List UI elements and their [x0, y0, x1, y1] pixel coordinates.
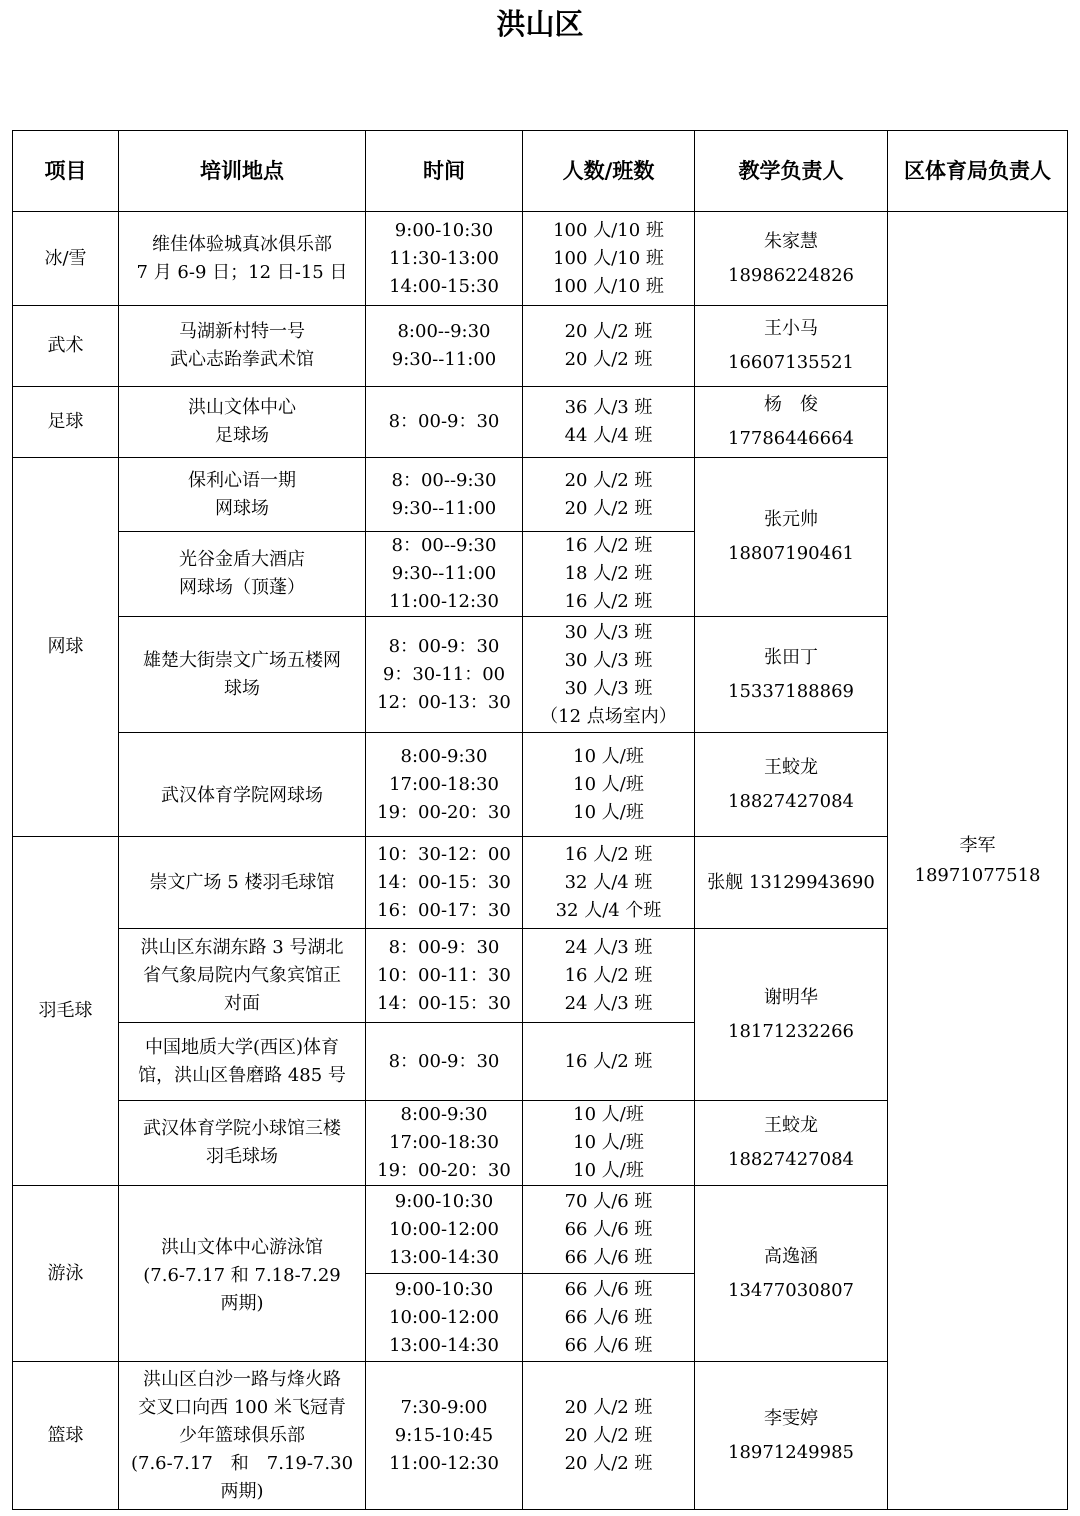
count-cell: 10 人/班 10 人/班 10 人/班 — [523, 1101, 695, 1186]
category-cell: 羽毛球 — [13, 837, 119, 1186]
count-cell: 20 人/2 班 20 人/2 班 20 人/2 班 — [523, 1362, 695, 1510]
header-location: 培训地点 — [119, 131, 366, 212]
header-time: 时间 — [366, 131, 523, 212]
time-cell: 8:00--9:30 9:30--11:00 — [366, 306, 523, 387]
time-cell: 8：00-9：30 — [366, 387, 523, 458]
category-cell: 篮球 — [13, 1362, 119, 1510]
location-cell: 光谷金盾大酒店 网球场（顶蓬） — [119, 532, 366, 617]
time-cell: 9:00-10:30 10:00-12:00 13:00-14:30 — [366, 1186, 523, 1274]
header-district-contact: 区体育局负责人 — [888, 131, 1068, 212]
count-cell: 16 人/2 班 32 人/4 班 32 人/4 个班 — [523, 837, 695, 929]
page-title: 洪山区 — [496, 7, 584, 41]
count-cell: 70 人/6 班 66 人/6 班 66 人/6 班 — [523, 1186, 695, 1274]
location-cell: 武汉体育学院网球场 — [119, 733, 366, 837]
count-cell: 66 人/6 班 66 人/6 班 66 人/6 班 — [523, 1274, 695, 1362]
time-cell: 9:00-10:30 10:00-12:00 13:00-14:30 — [366, 1274, 523, 1362]
time-cell: 8：00-9：30 9：30-11：00 12：00-13：30 — [366, 617, 523, 733]
training-schedule-table — [12, 130, 1068, 1510]
coach-cell: 朱家慧 18986224826 — [695, 212, 888, 306]
category-cell: 冰/雪 — [13, 212, 119, 306]
location-cell: 雄楚大街崇文广场五楼网 球场 — [119, 617, 366, 733]
header-coach: 教学负责人 — [695, 131, 888, 212]
coach-cell: 高逸涵 13477030807 — [695, 1186, 888, 1362]
time-cell: 8:00-9:30 17:00-18:30 19：00-20：30 — [366, 733, 523, 837]
time-cell: 10：30-12：00 14：00-15：30 16：00-17：30 — [366, 837, 523, 929]
time-cell: 8：00-9：30 10：00-11：30 14：00-15：30 — [366, 929, 523, 1023]
count-cell: 20 人/2 班 20 人/2 班 — [523, 306, 695, 387]
location-cell: 维佳体验城真冰俱乐部 7 月 6-9 日；12 日-15 日 — [119, 212, 366, 306]
coach-cell: 张田丁 15337188869 — [695, 617, 888, 733]
location-cell: 洪山文体中心 足球场 — [119, 387, 366, 458]
time-cell: 8：00--9:30 9:30--11:00 — [366, 458, 523, 532]
category-cell: 游泳 — [13, 1186, 119, 1362]
time-cell: 9:00-10:30 11:30-13:00 14:00-15:30 — [366, 212, 523, 306]
count-cell: 16 人/2 班 — [523, 1023, 695, 1101]
location-cell: 武汉体育学院小球馆三楼 羽毛球场 — [119, 1101, 366, 1186]
category-cell: 足球 — [13, 387, 119, 458]
coach-cell: 张元帅 18807190461 — [695, 458, 888, 617]
coach-cell: 王蛟龙 18827427084 — [695, 733, 888, 837]
coach-cell: 杨 俊 17786446664 — [695, 387, 888, 458]
coach-cell: 李雯婷 18971249985 — [695, 1362, 888, 1510]
coach-cell: 王蛟龙 18827427084 — [695, 1101, 888, 1186]
count-cell: 36 人/3 班 44 人/4 班 — [523, 387, 695, 458]
location-cell: 马湖新村特一号 武心志跆拳武术馆 — [119, 306, 366, 387]
location-cell: 中国地质大学(西区)体育 馆，洪山区鲁磨路 485 号 — [119, 1023, 366, 1101]
coach-cell: 谢明华 18171232266 — [695, 929, 888, 1101]
category-cell: 网球 — [13, 458, 119, 837]
count-cell: 10 人/班 10 人/班 10 人/班 — [523, 733, 695, 837]
time-cell: 7:30-9:00 9:15-10:45 11:00-12:30 — [366, 1362, 523, 1510]
header-count: 人数/班数 — [523, 131, 695, 212]
time-cell: 8：00--9:30 9:30--11:00 11:00-12:30 — [366, 532, 523, 617]
table-header-row — [13, 131, 1068, 212]
location-cell: 洪山文体中心游泳馆 (7.6-7.17 和 7.18-7.29 两期) — [119, 1186, 366, 1362]
coach-cell: 张舰 13129943690 — [695, 837, 888, 929]
location-cell: 保利心语一期 网球场 — [119, 458, 366, 532]
time-cell: 8:00-9:30 17:00-18:30 19：00-20：30 — [366, 1101, 523, 1186]
location-cell: 崇文广场 5 楼羽毛球馆 — [119, 837, 366, 929]
count-cell: 24 人/3 班 16 人/2 班 24 人/3 班 — [523, 929, 695, 1023]
table-row — [13, 212, 1068, 306]
category-cell: 武术 — [13, 306, 119, 387]
location-cell: 洪山区白沙一路与烽火路 交叉口向西 100 米飞冠青 少年篮球俱乐部 (7.6-7.17 和 7.19-7.30 两期) — [119, 1362, 366, 1510]
location-cell: 洪山区东湖东路 3 号湖北 省气象局院内气象宾馆正 对面 — [119, 929, 366, 1023]
count-cell: 20 人/2 班 20 人/2 班 — [523, 458, 695, 532]
count-cell: 30 人/3 班 30 人/3 班 30 人/3 班 （12 点场室内） — [523, 617, 695, 733]
header-category: 项目 — [13, 131, 119, 212]
coach-cell: 王小马 16607135521 — [695, 306, 888, 387]
time-cell: 8：00-9：30 — [366, 1023, 523, 1101]
count-cell: 16 人/2 班 18 人/2 班 16 人/2 班 — [523, 532, 695, 617]
district-contact-cell: 李军 18971077518 — [888, 212, 1068, 1510]
count-cell: 100 人/10 班 100 人/10 班 100 人/10 班 — [523, 212, 695, 306]
